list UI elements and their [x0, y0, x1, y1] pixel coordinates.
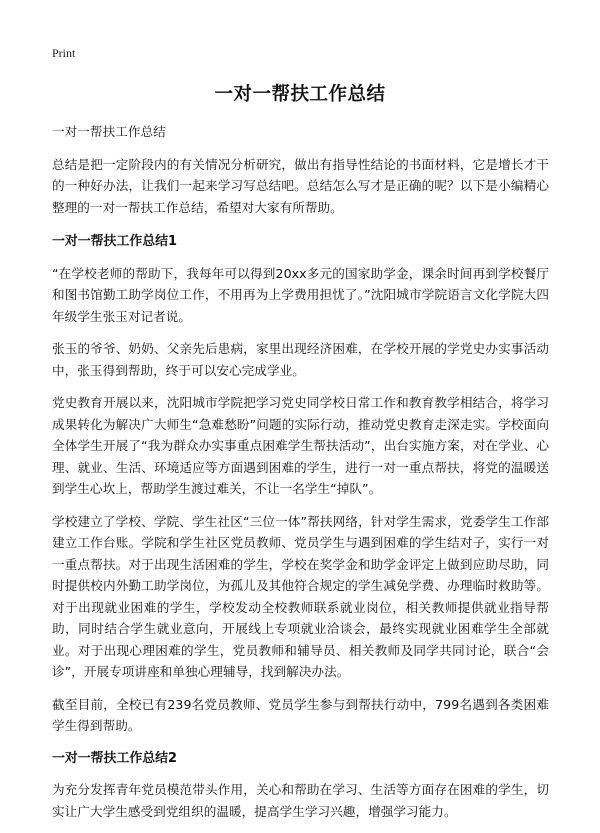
document-body	[52, 121, 549, 833]
print-link[interactable]: Print	[52, 46, 76, 60]
paragraph: 张玉的爷爷、奶奶、父亲先后患病，家里出现经济困难，在学校开展的学党史办实事活动中，张玉得到帮助，终于可以安心完成学业。	[52, 341, 549, 378]
paragraph: “在学校老师的帮助下，我每年可以得到20xx多元的国家助学金，课余时间再到学校餐厅和图书馆勤工助学岗位工作，不用再为上学费用担忧了。”沈阳城市学院语言文化学院大四年级学生张玉对记者说。	[52, 265, 549, 324]
document-subtitle: 一对一帮扶工作总结	[52, 124, 166, 139]
paragraph: 为充分发挥青年党员模范带头作用，关心和帮助在学习、生活等方面存在困难的学生，切实让广大学生感受到党组织的温暖，提高学生学习兴趣，增强学习能力。	[52, 782, 549, 819]
page-title: 一对一帮扶工作总结	[214, 84, 386, 105]
paragraph: 党史教育开展以来，沈阳城市学院把学习党史同学校日常工作和教育教学相结合，将学习成果转化为解决广大师生“急难愁盼”问题的实际行动，推动党史教育走深走实。学校面向全体学生开展了“我为群众办实事重点困难学生帮扶活动”，出台实施方案，对在学业、心理、就业、生活、环境适应等方面遇到困难的学生，进行一对一重点帮扶，将党的温暖送到学生心坎上，帮助学生渡过难关，不让一名学生“掉队”。	[52, 395, 549, 496]
section-heading: 一对一帮扶工作总结2	[52, 750, 177, 766]
intro-paragraph: 总结是把一定阶段内的有关情况分析研究，做出有指导性结论的书面材料，它是增长才干的一种好办法，让我们一起来学习写总结吧。总结怎么写才是正确的呢？以下是小编精心整理的一对一帮扶工作总结，希望对大家有所帮助。	[52, 156, 549, 215]
paragraph: 截至目前，全校已有239名党员教师、党员学生参与到帮扶行动中，799名遇到各类困难学生得到帮助。	[52, 696, 549, 733]
section-heading: 一对一帮扶工作总结1	[52, 234, 177, 249]
paragraph: 学校建立了学校、学院、学生社区“三位一体”帮扶网络，针对学生需求，党委学生工作部建立工作台账。学院和学生社区党员教师、党员学生与遇到困难的学生结对子，实行一对一重点帮扶。对于出现生活困难的学生，学校在奖学金和助学金评定上做到应助尽助，同时提供校内外勤工助学岗位，为孤儿及其他符合规定的学生减免学费、办理临时救助等。对于出现就业困难的学生，学校发动全校教师联系就业岗位，相关教师提供就业指导帮助，同时结合学生就业意向，开展线上专项就业洽谈会，最终实现就业困难学生全部就业。对于出现心理困难的学生，党员教师和辅导员、相关教师及同学共同讨论，联合“会诊”，开展专项讲座和单独心理辅导，找到解决办法。	[52, 513, 549, 679]
